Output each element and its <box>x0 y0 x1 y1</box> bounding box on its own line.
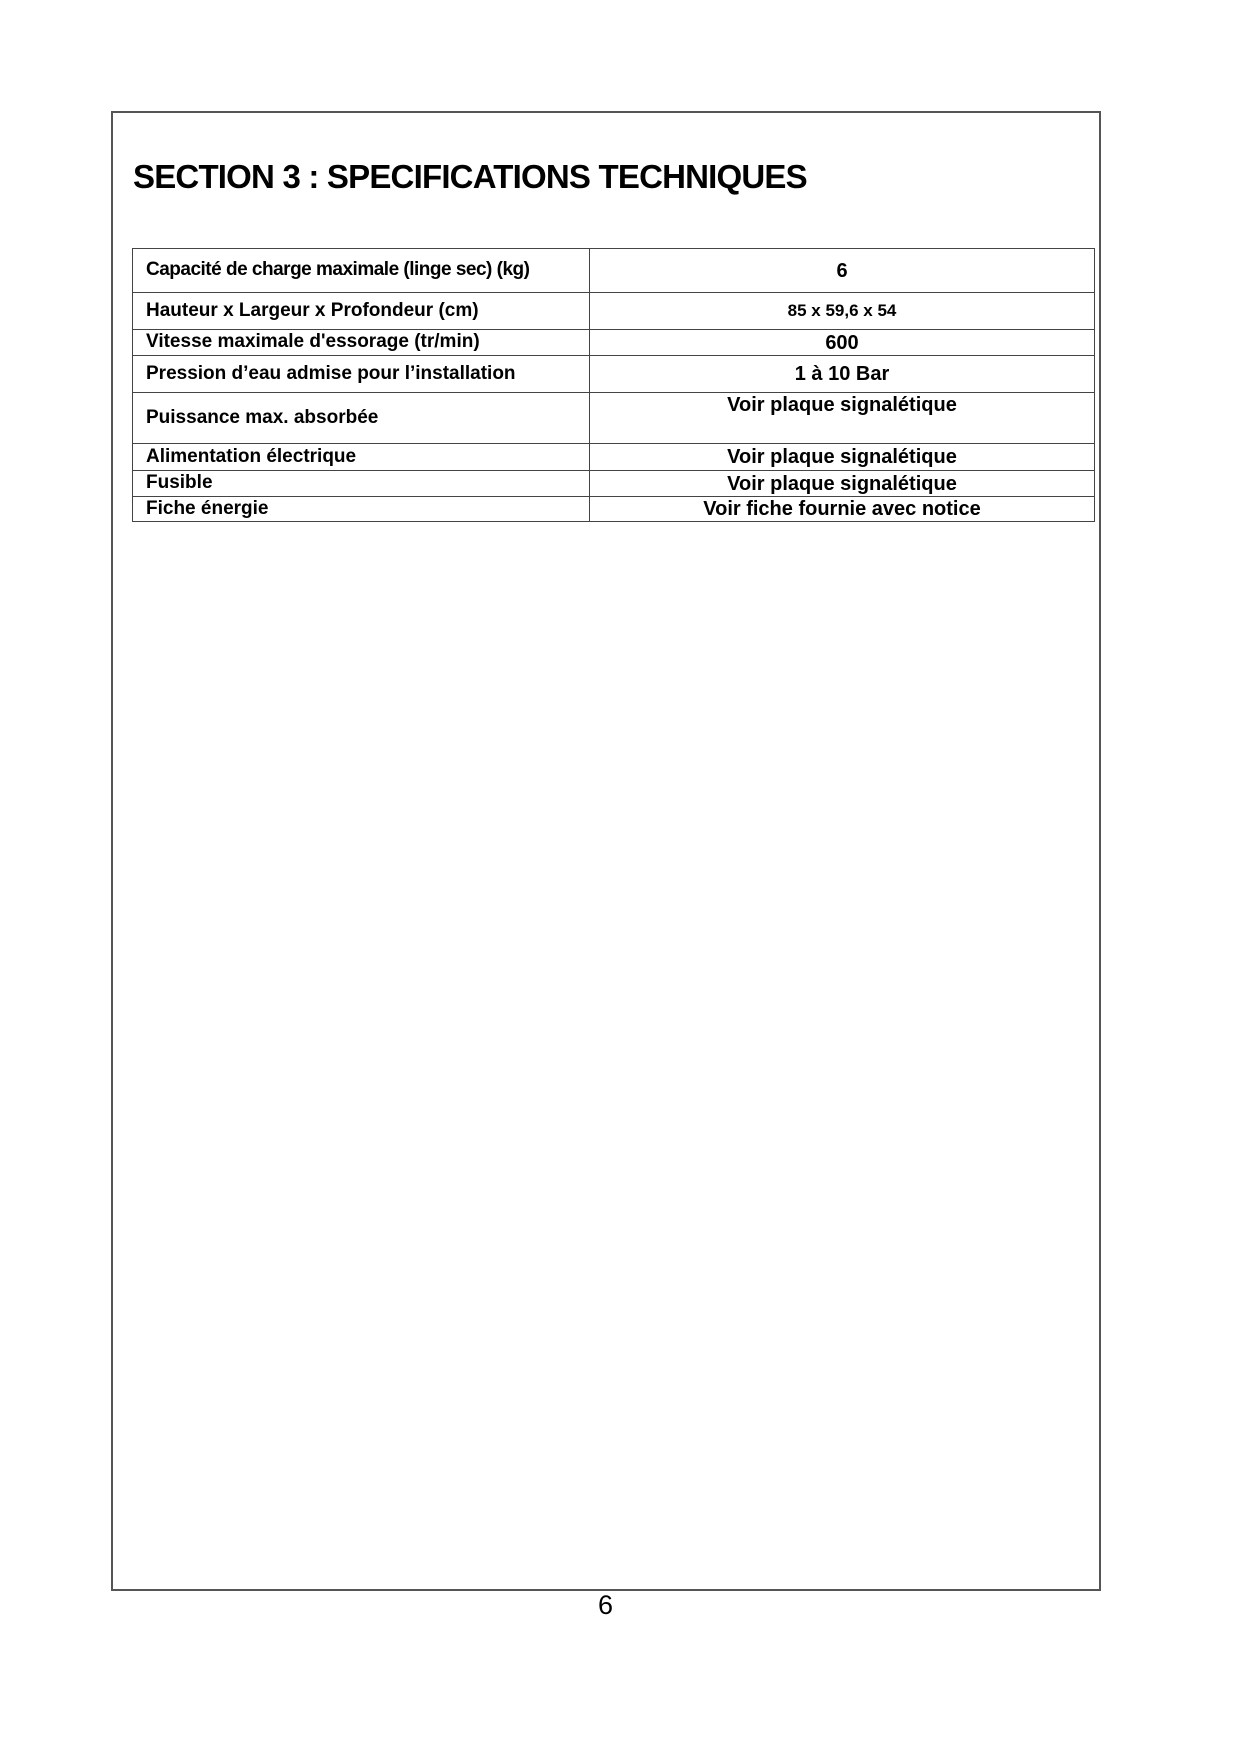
spec-label: Vitesse maximale d'essorage (tr/min) <box>133 330 590 356</box>
spec-value: Voir plaque signalétique <box>590 393 1095 444</box>
spec-label: Puissance max. absorbée <box>133 393 590 444</box>
section-title: SECTION 3 : SPECIFICATIONS TECHNIQUES <box>133 158 807 195</box>
spec-label: Fiche énergie <box>133 497 590 522</box>
table-row <box>133 497 1095 522</box>
spec-value: Voir plaque signalétique <box>590 471 1095 497</box>
table-row <box>133 444 1095 471</box>
table-row <box>133 249 1095 293</box>
spec-label: Pression d’eau admise pour l’installation <box>133 356 590 393</box>
spec-value: 600 <box>590 330 1095 356</box>
spec-label: Fusible <box>133 471 590 497</box>
spec-label: Alimentation électrique <box>133 444 590 471</box>
spec-value: Voir plaque signalétique <box>590 444 1095 471</box>
spec-label: Hauteur x Largeur x Profondeur (cm) <box>133 293 590 330</box>
table-row <box>133 330 1095 356</box>
table-row <box>133 356 1095 393</box>
table-row <box>133 393 1095 444</box>
spec-value: 6 <box>590 249 1095 293</box>
spec-value: 1 à 10 Bar <box>590 356 1095 393</box>
table-row <box>133 471 1095 497</box>
page-number: 6 <box>597 1590 614 1620</box>
specifications-table <box>132 248 1095 522</box>
table-row <box>133 293 1095 330</box>
spec-value: 85 x 59,6 x 54 <box>590 293 1095 330</box>
spec-value: Voir fiche fournie avec notice <box>590 497 1095 522</box>
spec-label: Capacité de charge maximale (linge sec) (kg) <box>133 249 590 293</box>
